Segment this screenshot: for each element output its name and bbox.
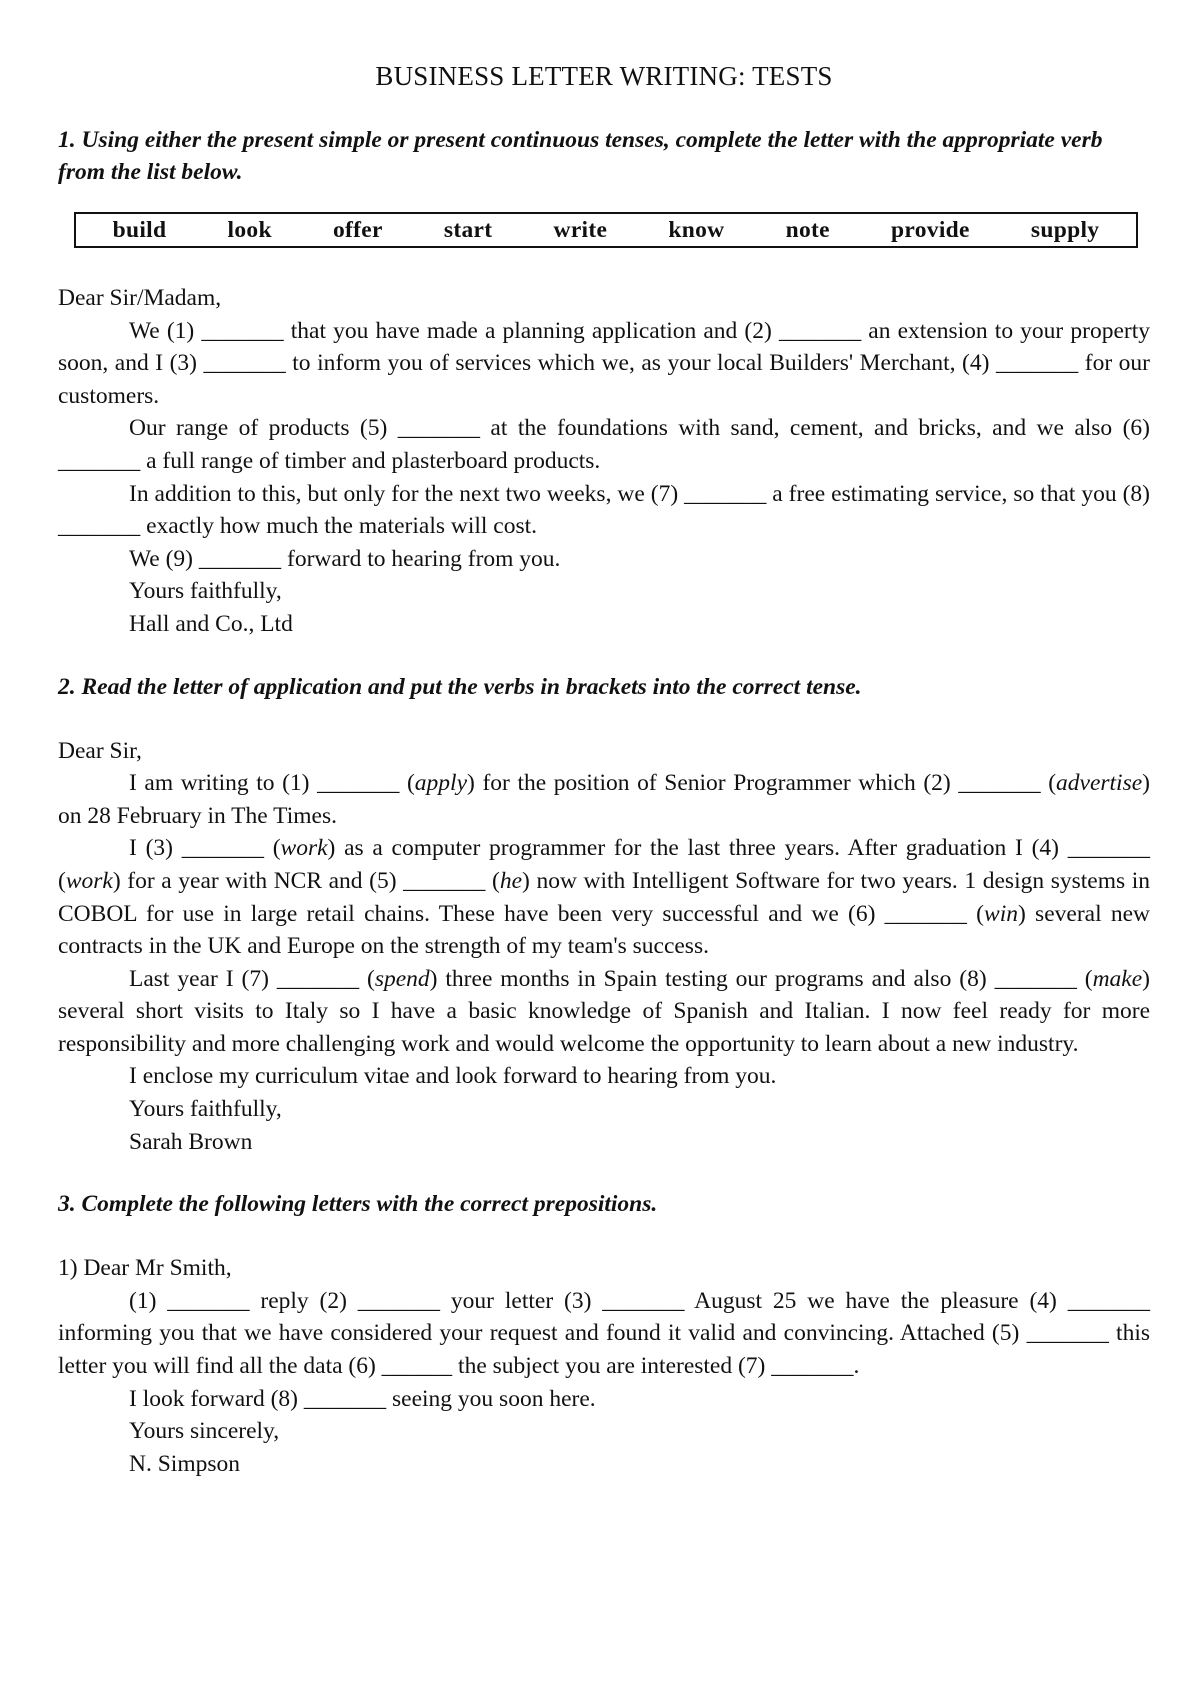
verb-item: build (112, 216, 167, 243)
letter-signature: Sarah Brown (129, 1128, 253, 1155)
letter-paragraph: We (9) _______ forward to hearing from you. (129, 545, 561, 572)
letter-greeting: 1) Dear Mr Smith, (58, 1255, 232, 1282)
section-2-instruction: 2. Read the letter of application and put the verbs in brackets into the correct tense. (58, 673, 862, 700)
verb-item: note (785, 216, 830, 243)
verb-item: look (227, 216, 272, 243)
verb-list-box (74, 212, 1138, 248)
letter-closing: Yours faithfully, (129, 1096, 282, 1123)
letter-paragraph: Our range of products (5) _______ at the foundations with sand, cement, and bricks, and we also (6) _______ a full range of timber and plasterboard products. (58, 415, 1150, 474)
verb-item: offer (332, 216, 383, 243)
verb-hint: advertise (1056, 770, 1143, 797)
letter-paragraph: We (1) _______ that you have made a planning application and (2) _______ an extension to your property soon, and I (3) _______ to inform you of services which we, as your local Builders' Merchant, (4) _______ for our customers. (58, 317, 1150, 409)
verb-hint: apply (414, 770, 468, 797)
verb-hint: he (499, 867, 523, 894)
letter-paragraph: (1) _______ reply (2) _______ your letter (3) _______ August 25 we have the pleasure (4) _______ informing you that we have considered your request and found it valid and convincing. Attached (5) _______ this letter you will find all the data (6) ______ the subject you are interested (7) _______. (58, 1287, 1150, 1380)
letter-paragraph: I (3) _______ (work) as a computer programmer for the last three years. After graduation I (4) _______ (work) for a year with NCR and (5) _______ (he) now with Intelligent Software for two years. 1 design systems in COBOL for use in large retail chains. These have been very successful and we (6) _______ (win) several new contracts in the UK and Europe on the strength of my team's success. (58, 835, 1151, 960)
letter-paragraph: Last year I (7) _______ (spend) three months in Spain testing our programs and also (8) _______ (make) several short visits to Italy so I have a basic knowledge of Spanish and Italian. I now feel ready for more responsibility and more challenging work and would welcome the opportunity to learn about a new industry. (58, 965, 1150, 1057)
letter-signature: N. Simpson (129, 1450, 240, 1477)
letter-paragraph: I am writing to (1) _______ (apply) for the position of Senior Programmer which (2) _______ (advertise) on 28 February in The Times. (58, 770, 1150, 829)
letter-greeting: Dear Sir/Madam, (58, 285, 222, 311)
letter-paragraph: I enclose my curriculum vitae and look forward to hearing from you. (129, 1063, 777, 1090)
verb-hint: spend (374, 965, 430, 992)
letter-paragraph: I look forward (8) _______ seeing you soon here. (129, 1385, 596, 1412)
verb-item: supply (1030, 216, 1100, 243)
section-3-instruction: 3. Complete the following letters with the correct prepositions. (58, 1191, 658, 1218)
letter-1 (58, 282, 1150, 641)
worksheet-page (58, 56, 1150, 1480)
verb-item: know (668, 216, 725, 243)
verb-item: write (553, 216, 608, 243)
section-1-instruction: 1. Using either the present simple or present continuous tenses, complete the letter with the appropriate verb from the list below. (58, 127, 1103, 185)
verb-hint: work (65, 867, 113, 894)
verb-hint: win (984, 900, 1018, 927)
verb-hint: work (280, 835, 328, 862)
letter-closing: Yours faithfully, (129, 578, 282, 605)
verb-hint: make (1092, 965, 1143, 992)
verb-item: start (443, 216, 493, 243)
page-title: BUSINESS LETTER WRITING: TESTS (375, 61, 833, 91)
verb-item: provide (891, 216, 970, 243)
letter-greeting: Dear Sir, (58, 737, 142, 764)
letter-paragraph: In addition to this, but only for the next two weeks, we (7) _______ a free estimating service, so that you (8) _______ exactly how much the materials will cost. (58, 480, 1150, 540)
letter-signature: Hall and Co., Ltd (129, 610, 293, 637)
letter-3 (58, 1252, 1150, 1480)
letter-2 (58, 735, 1150, 1159)
letter-closing: Yours sincerely, (129, 1418, 280, 1445)
